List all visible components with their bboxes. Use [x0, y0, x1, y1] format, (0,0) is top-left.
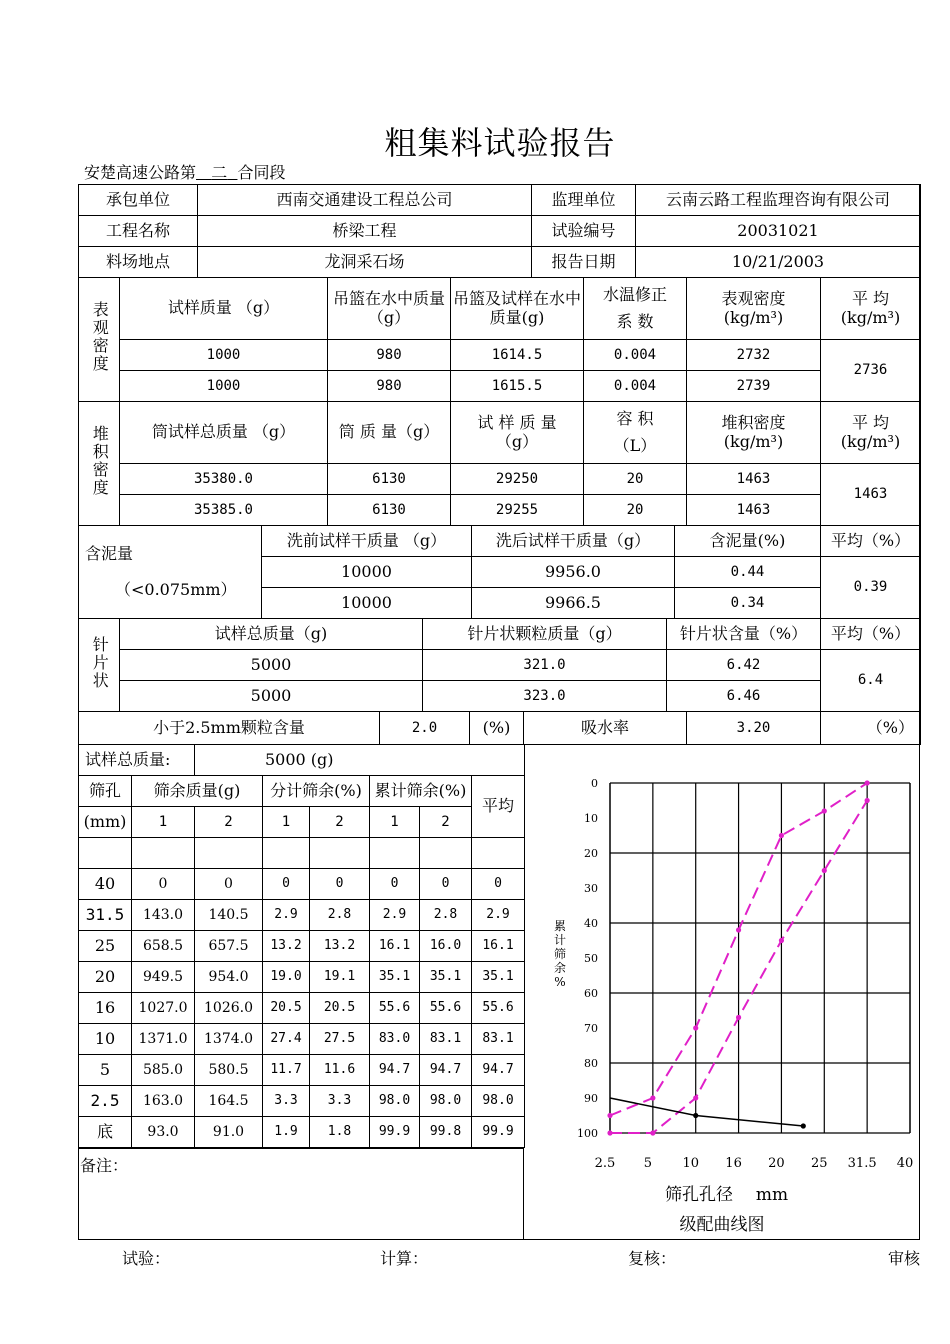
- bulk-h-sample: 试 样 质 量 （g）: [451, 402, 584, 464]
- test-no-label: 试验编号: [532, 216, 636, 247]
- sieve-cell: 13.2: [310, 931, 370, 962]
- sieve-cell: 11.6: [310, 1055, 370, 1086]
- flaky-r2-mass: 323.0: [423, 681, 667, 712]
- sieve-blank-row: [79, 838, 525, 869]
- apparent-h-mass: 试样质量 （g）: [120, 278, 328, 340]
- sieve-cell: 143.0: [132, 900, 195, 931]
- x-tick-label: 16: [725, 1156, 742, 1171]
- x-tick-label: 25: [811, 1156, 828, 1171]
- mud-h-pct: 含泥量(%): [675, 526, 821, 557]
- apparent-r1-basket-sample: 1614.5: [451, 340, 584, 371]
- sieve-cell: 94.7: [370, 1055, 420, 1086]
- grading-point: [693, 1113, 698, 1118]
- sieve-row: [79, 1055, 525, 1086]
- limit-point: [779, 833, 784, 838]
- grading-curve: [610, 1098, 803, 1126]
- sieve-cell: 16.0: [420, 931, 472, 962]
- sieve-cell: 19.1: [310, 962, 370, 993]
- flaky-h-total: 试样总质量（g): [120, 619, 423, 650]
- sieve-cell: 16.1: [472, 931, 525, 962]
- apparent-r1-basket: 980: [328, 340, 451, 371]
- flaky-section: 针片状: [79, 619, 120, 712]
- site-value: 龙洞采石场: [198, 247, 532, 278]
- sieve-cell: 2.8: [310, 900, 370, 931]
- bulk-h-avg: 平 均 (kg/m³): [821, 402, 921, 464]
- apparent-r1-coef: 0.004: [584, 340, 687, 371]
- sieve-cell: 1027.0: [132, 993, 195, 1024]
- apparent-r2-basket-sample: 1615.5: [451, 371, 584, 402]
- flaky-table: [78, 618, 921, 712]
- mud-content-table: [78, 525, 921, 619]
- apparent-r1-mass: 1000: [120, 340, 328, 371]
- sieve-size: 2.5: [79, 1086, 132, 1117]
- apparent-h-avg: 平 均 (kg/m³): [821, 278, 921, 340]
- x-tick-label: 5: [643, 1156, 652, 1171]
- limit-point: [736, 927, 741, 932]
- sieve-cell: 0: [420, 869, 472, 900]
- mud-r2-pct: 0.34: [675, 588, 821, 619]
- absorb-unit: （%）: [821, 712, 921, 745]
- remarks-label: 备注：: [80, 1156, 129, 1175]
- bulk-r1-cyl: 6130: [328, 464, 451, 495]
- flaky-r2-total: 5000: [120, 681, 423, 712]
- sieve-cell: 35.1: [370, 962, 420, 993]
- mud-r2-after: 9966.5: [472, 588, 675, 619]
- y-axis-label-char: 计: [553, 933, 567, 947]
- sieve-cell: 2.9: [263, 900, 310, 931]
- contract-section-line: [84, 160, 285, 183]
- x-tick-label: 10: [682, 1156, 699, 1171]
- bulk-r2-sample: 29255: [451, 495, 584, 526]
- mud-r1-after: 9956.0: [472, 557, 675, 588]
- limit-point: [865, 798, 870, 803]
- fine-value: 2.0: [380, 712, 470, 745]
- bulk-r2-vol: 20: [584, 495, 687, 526]
- sieve-cell: 2.8: [420, 900, 472, 931]
- sieve-cell: 949.5: [132, 962, 195, 993]
- sieve-size: 16: [79, 993, 132, 1024]
- y-tick-label: 90: [584, 1092, 598, 1105]
- info-table: [78, 184, 921, 278]
- limit-point: [607, 1130, 612, 1135]
- sieve-row: [79, 869, 525, 900]
- sieve-cell: 55.6: [420, 993, 472, 1024]
- bulk-r1-sample: 29250: [451, 464, 584, 495]
- sieve-row: [79, 993, 525, 1024]
- sieve-size: 底: [79, 1117, 132, 1148]
- fine-label: 小于2.5mm颗粒含量: [79, 712, 380, 745]
- mud-avg: 0.39: [821, 557, 921, 619]
- site-label: 料场地点: [79, 247, 198, 278]
- bulk-h-total: 筒试样总质量 （g）: [120, 402, 328, 464]
- mud-label: 含泥量 （<0.075mm）: [79, 526, 262, 619]
- mud-r1-before: 10000: [262, 557, 472, 588]
- project-value: 桥梁工程: [198, 216, 532, 247]
- limit-point: [865, 780, 870, 785]
- fine-unit: (%): [470, 712, 524, 745]
- y-tick-label: 30: [584, 882, 598, 895]
- limit-point: [736, 1015, 741, 1020]
- mud-h-after: 洗后试样干质量（g）: [472, 526, 675, 557]
- supervisor-label: 监理单位: [532, 185, 636, 216]
- sieve-h-cumulative: 累计筛余(%): [370, 776, 472, 807]
- y-axis-label-char: %: [554, 975, 566, 989]
- test-no-value: 20031021: [636, 216, 921, 247]
- mud-r2-before: 10000: [262, 588, 472, 619]
- contract-prefix: 安楚高速公路第: [84, 163, 197, 182]
- y-axis-label-char: 累: [553, 919, 567, 933]
- sieve-row: [79, 1117, 525, 1148]
- bulk-r1-density: 1463: [687, 464, 821, 495]
- sieve-cell: 1.9: [263, 1117, 310, 1148]
- x-tick-label: 2.5: [594, 1156, 616, 1171]
- sieve-h-retained: 筛余质量(g): [132, 776, 263, 807]
- grading-point: [801, 1123, 806, 1128]
- bulk-density-section: 堆积密度: [79, 402, 120, 526]
- sieve-cell: 16.1: [370, 931, 420, 962]
- x-axis-label: 筛孔孔径: [665, 1185, 733, 1205]
- y-tick-label: 70: [584, 1022, 598, 1035]
- apparent-r2-mass: 1000: [120, 371, 328, 402]
- sieve-cell: 19.0: [263, 962, 310, 993]
- sieve-cell: 83.0: [370, 1024, 420, 1055]
- limit-point: [650, 1095, 655, 1100]
- sieve-sub-2: 2: [195, 807, 263, 838]
- sieve-cell: 2.9: [472, 900, 525, 931]
- flaky-r1-pct: 6.42: [667, 650, 821, 681]
- sieve-cell: 13.2: [263, 931, 310, 962]
- y-tick-label: 60: [584, 987, 598, 1000]
- chart-title: 级配曲线图: [679, 1215, 765, 1235]
- fine-absorb-table: [78, 711, 921, 745]
- sieve-row: [79, 962, 525, 993]
- sieve-cell: 0: [132, 869, 195, 900]
- bulk-density-table: [78, 401, 921, 526]
- y-tick-label: 20: [584, 847, 598, 860]
- sieve-size: 25: [79, 931, 132, 962]
- limit-point: [650, 1130, 655, 1135]
- sieve-cell: 55.6: [472, 993, 525, 1024]
- report-date-value: 10/21/2003: [636, 247, 921, 278]
- apparent-r2-density: 2739: [687, 371, 821, 402]
- sieve-cell: 94.7: [420, 1055, 472, 1086]
- sieve-cell: 0: [263, 869, 310, 900]
- sieve-size: 10: [79, 1024, 132, 1055]
- sieve-cell: 11.7: [263, 1055, 310, 1086]
- sieve-sub-4: 2: [310, 807, 370, 838]
- x-tick-label: 20: [768, 1156, 785, 1171]
- bulk-r1-total: 35380.0: [120, 464, 328, 495]
- apparent-r2-coef: 0.004: [584, 371, 687, 402]
- sieve-cell: 35.1: [472, 962, 525, 993]
- sieve-cell: 0: [310, 869, 370, 900]
- footer-calc: 计算：: [380, 1249, 429, 1268]
- sieve-cell: 83.1: [472, 1024, 525, 1055]
- flaky-r1-total: 5000: [120, 650, 423, 681]
- y-tick-label: 10: [584, 812, 598, 825]
- apparent-density-table: [78, 277, 921, 402]
- limit-point: [607, 1113, 612, 1118]
- y-tick-label: 80: [584, 1057, 598, 1070]
- apparent-r1-density: 2732: [687, 340, 821, 371]
- sieve-cell: 55.6: [370, 993, 420, 1024]
- sieve-cell: 140.5: [195, 900, 263, 931]
- supervisor-value: 云南云路工程监理咨询有限公司: [636, 185, 921, 216]
- sieve-row: [79, 1086, 525, 1117]
- page-title: 粗集料试验报告: [384, 124, 616, 162]
- sieve-cell: 163.0: [132, 1086, 195, 1117]
- apparent-h-density: 表观密度 (kg/m³): [687, 278, 821, 340]
- sieve-sub-5: 1: [370, 807, 420, 838]
- sieve-cell: 98.0: [370, 1086, 420, 1117]
- sieve-cell: 99.8: [420, 1117, 472, 1148]
- bulk-r2-cyl: 6130: [328, 495, 451, 526]
- sieve-cell: 0: [370, 869, 420, 900]
- flaky-r1-mass: 321.0: [423, 650, 667, 681]
- x-tick-label: 40: [896, 1156, 914, 1171]
- apparent-r2-basket: 980: [328, 371, 451, 402]
- mud-h-before: 洗前试样干质量 （g）: [262, 526, 472, 557]
- y-tick-label: 40: [584, 917, 598, 930]
- limit-point: [779, 938, 784, 943]
- sieve-cell: 94.7: [472, 1055, 525, 1086]
- sieve-total-label: 试样总质量:: [79, 745, 195, 776]
- sieve-cell: 99.9: [370, 1117, 420, 1148]
- sieve-row: [79, 900, 525, 931]
- sieve-size: 20: [79, 962, 132, 993]
- mud-r1-pct: 0.44: [675, 557, 821, 588]
- footer-approve: 审核: [888, 1249, 921, 1268]
- footer-review: 复核：: [628, 1249, 677, 1268]
- sieve-cell: 27.4: [263, 1024, 310, 1055]
- sieve-cell: 580.5: [195, 1055, 263, 1086]
- sieve-cell: 98.0: [420, 1086, 472, 1117]
- sieve-cell: 35.1: [420, 962, 472, 993]
- sieve-cell: 585.0: [132, 1055, 195, 1086]
- limit-point: [693, 1025, 698, 1030]
- x-axis-unit: mm: [755, 1185, 789, 1205]
- sieve-size: 5: [79, 1055, 132, 1086]
- flaky-r2-pct: 6.46: [667, 681, 821, 712]
- sieve-cell: 1374.0: [195, 1024, 263, 1055]
- apparent-h-basket: 吊篮在水中质量（g）: [328, 278, 451, 340]
- sieve-cell: 658.5: [132, 931, 195, 962]
- y-tick-label: 0: [591, 777, 598, 790]
- sieve-sub-3: 1: [263, 807, 310, 838]
- sieve-cell: 3.3: [263, 1086, 310, 1117]
- x-tick-label: 31.5: [847, 1156, 877, 1171]
- sieve-cell: 1.8: [310, 1117, 370, 1148]
- remarks-box: [78, 1148, 524, 1240]
- y-axis-label-char: 筛: [553, 947, 567, 961]
- bulk-avg: 1463: [821, 464, 921, 526]
- sieve-row: [79, 1024, 525, 1055]
- apparent-h-coef: 水温修正 系 数: [584, 278, 687, 340]
- limit-point: [822, 808, 827, 813]
- apparent-density-section: 表观密度: [79, 278, 120, 402]
- sieve-table: [78, 744, 525, 1148]
- sieve-cell: 20.5: [310, 993, 370, 1024]
- limit-point: [693, 1095, 698, 1100]
- sieve-row: [79, 931, 525, 962]
- sieve-cell: 164.5: [195, 1086, 263, 1117]
- bulk-r2-total: 35385.0: [120, 495, 328, 526]
- mud-h-avg: 平均（%）: [821, 526, 921, 557]
- bulk-h-density: 堆积密度 (kg/m³): [687, 402, 821, 464]
- bulk-h-vol: 容 积 （L）: [584, 402, 687, 464]
- sieve-size: 31.5: [79, 900, 132, 931]
- flaky-h-avg: 平均（%）: [821, 619, 921, 650]
- sieve-cell: 954.0: [195, 962, 263, 993]
- sieve-size: 40: [79, 869, 132, 900]
- sieve-sub-6: 2: [420, 807, 472, 838]
- sieve-total-value: 5000 (g): [195, 745, 525, 776]
- sieve-cell: 657.5: [195, 931, 263, 962]
- flaky-h-pct: 针片状含量（%）: [667, 619, 821, 650]
- sieve-cell: 1026.0: [195, 993, 263, 1024]
- flaky-avg: 6.4: [821, 650, 921, 712]
- sieve-cell: 98.0: [472, 1086, 525, 1117]
- sieve-cell: 3.3: [310, 1086, 370, 1117]
- y-axis-label-char: 余: [553, 961, 567, 975]
- apparent-avg: 2736: [821, 340, 921, 402]
- bulk-h-cyl: 筒 质 量（g）: [328, 402, 451, 464]
- sieve-cell: 27.5: [310, 1024, 370, 1055]
- sieve-cell: 2.9: [370, 900, 420, 931]
- sieve-cell: 93.0: [132, 1117, 195, 1148]
- limit-point: [822, 868, 827, 873]
- sieve-cell: 0: [472, 869, 525, 900]
- sieve-cell: 83.1: [420, 1024, 472, 1055]
- contractor-label: 承包单位: [79, 185, 198, 216]
- apparent-h-basket-sample: 吊篮及试样在水中质量(g): [451, 278, 584, 340]
- bulk-r1-vol: 20: [584, 464, 687, 495]
- sieve-h-partial: 分计筛余(%): [263, 776, 370, 807]
- absorb-label: 吸水率: [524, 712, 687, 745]
- sieve-h-avg: 平均: [472, 776, 525, 838]
- sieve-cell: 91.0: [195, 1117, 263, 1148]
- grading-chart: [524, 744, 920, 1240]
- contract-suffix: 合同段: [237, 163, 286, 182]
- sieve-h-sieve: 筛孔: [79, 776, 132, 807]
- sieve-cell: 1371.0: [132, 1024, 195, 1055]
- contract-number: 二: [211, 163, 228, 182]
- sieve-cell: 20.5: [263, 993, 310, 1024]
- report-date-label: 报告日期: [532, 247, 636, 278]
- contractor-value: 西南交通建设工程总公司: [198, 185, 532, 216]
- footer-test: 试验：: [122, 1249, 171, 1268]
- sieve-cell: 99.9: [472, 1117, 525, 1148]
- grading-chart-svg: [524, 744, 920, 1240]
- project-label: 工程名称: [79, 216, 198, 247]
- sieve-h-unit: (mm): [79, 807, 132, 838]
- y-tick-label: 100: [577, 1127, 598, 1140]
- y-tick-label: 50: [584, 952, 598, 965]
- absorb-value: 3.20: [687, 712, 821, 745]
- sieve-cell: 0: [195, 869, 263, 900]
- flaky-h-mass: 针片状颗粒质量（g）: [423, 619, 667, 650]
- bulk-r2-density: 1463: [687, 495, 821, 526]
- sieve-sub-1: 1: [132, 807, 195, 838]
